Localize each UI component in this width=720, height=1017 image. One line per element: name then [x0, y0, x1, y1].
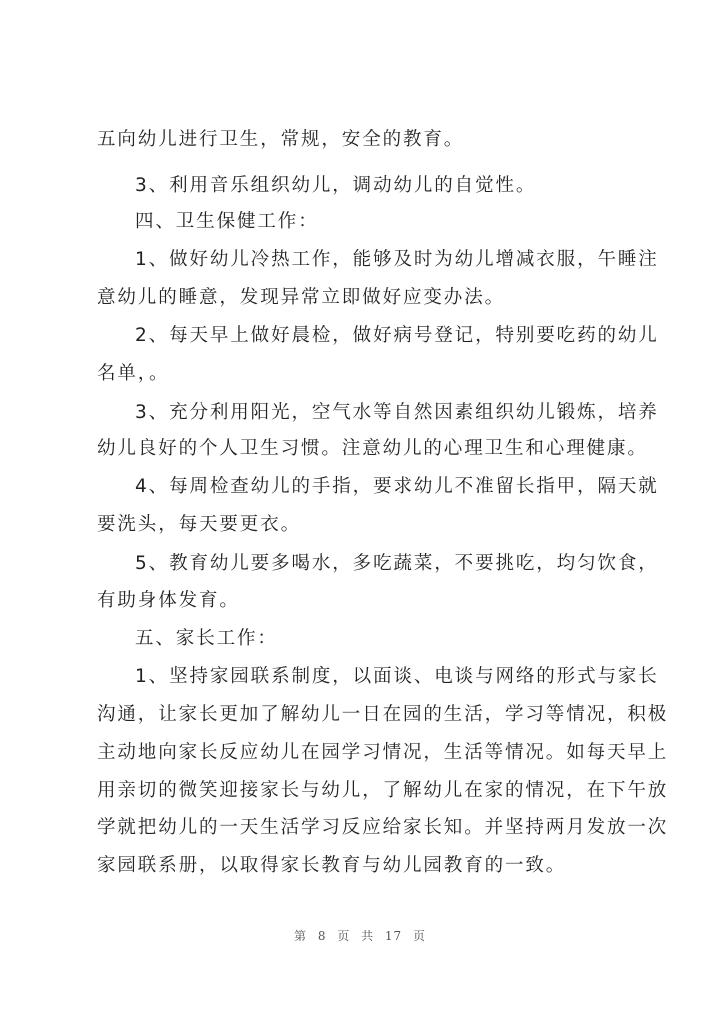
paragraph-line: 用亲切的微笑迎接家长与幼儿，了解幼儿在家的情况，在下午放 [97, 780, 669, 801]
paragraph-line: 有助身体发育。 [97, 590, 240, 611]
paragraph-line: 五向幼儿进行卫生，常规，安全的教育。 [97, 129, 465, 150]
paragraph-line: 5、教育幼儿要多喝水，多吃蔬菜，不要挑吃，均匀饮食， [135, 553, 659, 574]
paragraph-line: 主动地向家长反应幼儿在园学习情况，生活等情况。如每天早上 [97, 742, 669, 763]
paragraph-line: 名单，。 [97, 363, 170, 384]
paragraph-line: 幼儿良好的个人卫生习惯。注意幼儿的心理卫生和心理健康。 [97, 438, 648, 459]
paragraph-line: 要洗头，每天要更衣。 [97, 514, 302, 535]
paragraph-line: 2、每天早上做好晨检，做好病号登记，特别要吃药的幼儿 [135, 325, 659, 346]
paragraph-line: 3、利用音乐组织幼儿，调动幼儿的自觉性。 [135, 175, 537, 196]
paragraph-line: 1、坚持家园联系制度，以面谈、电谈与网络的形式与家长 [135, 666, 659, 687]
section-heading: 五、家长工作： [135, 628, 278, 649]
section-heading: 四、卫生保健工作： [135, 211, 319, 232]
paragraph-line: 学就把幼儿的一天生活学习反应给家长知。并坚持两月发放一次 [97, 817, 669, 838]
paragraph-line: 4、每周检查幼儿的手指，要求幼儿不准留长指甲，隔天就 [135, 476, 659, 497]
page-number-footer: 第 8 页 共 17 页 [294, 929, 426, 943]
paragraph-line: 3、充分利用阳光，空气水等自然因素组织幼儿锻炼，培养 [135, 402, 659, 423]
paragraph-line: 意幼儿的睡意，发现异常立即做好应变办法。 [97, 287, 506, 308]
paragraph-line: 1、做好幼儿冷热工作，能够及时为幼儿增减衣服，午睡注 [135, 249, 659, 270]
paragraph-line: 家园联系册，以取得家长教育与幼儿园教育的一致。 [97, 855, 567, 876]
paragraph-line: 沟通，让家长更加了解幼儿一日在园的生活，学习等情况，积极 [97, 704, 669, 725]
